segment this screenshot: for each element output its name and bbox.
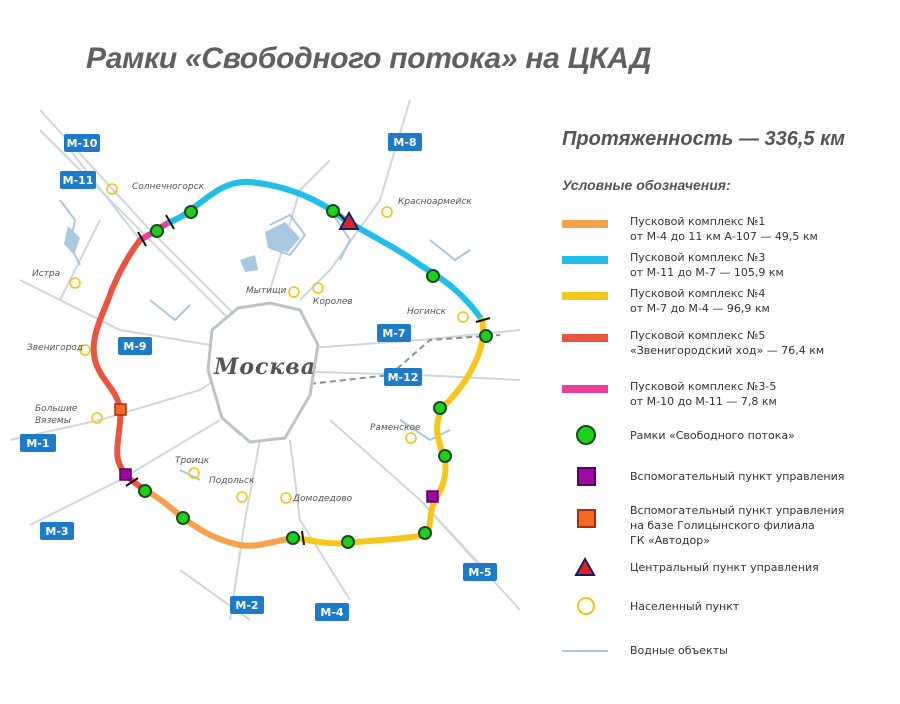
red-line-swatch	[562, 334, 608, 342]
settlement-bolshie: Большие	[35, 404, 78, 414]
legend-item-complex5	[562, 328, 892, 368]
settlement-noginsk: Ногинск	[407, 307, 447, 317]
legend-label: Рамки «Свободного потока»	[630, 429, 795, 442]
legend-label: от М-7 до М-4 — 96,9 км	[630, 302, 770, 315]
svg-text:М-4: М-4	[320, 606, 344, 619]
legend-label: Пусковой комплекс №5	[630, 329, 766, 342]
legend-title: Условные обозначения:	[562, 177, 731, 193]
svg-text:М-8: М-8	[393, 136, 417, 149]
complex5-segment	[94, 240, 145, 490]
blue-line-swatch	[562, 256, 608, 264]
gate-marker	[342, 536, 354, 548]
legend-label: «Звенигородский ход» — 76,4 км	[630, 344, 825, 357]
legend-label: Населенный пункт	[630, 600, 740, 613]
yellow-ring-icon	[577, 597, 595, 615]
legend-label: ГК «Автодор»	[630, 534, 710, 547]
gate-marker	[419, 527, 431, 539]
settlement-solnechnogorsk: Солнечногорск	[132, 182, 205, 192]
moscow-label: Москва	[214, 354, 317, 380]
legend-label: Вспомогательный пункт управления	[630, 504, 845, 517]
highway-badge-m4	[315, 603, 349, 621]
gate-marker	[427, 270, 439, 282]
svg-text:М-12: М-12	[387, 371, 419, 384]
legend-item-central	[562, 557, 892, 597]
gate-marker	[480, 330, 492, 342]
gate-marker	[151, 225, 163, 237]
highway-badge-m8	[388, 133, 422, 151]
page-title: Рамки «Свободного потока» на ЦКАД	[86, 42, 652, 75]
legend-item-complex35	[562, 379, 892, 419]
highway-badge-m5	[463, 563, 497, 581]
highway-badge-m7	[377, 324, 411, 342]
svg-text:М-9: М-9	[123, 340, 147, 353]
settlement-krasnoarmeysk: Красноармейск	[398, 197, 472, 207]
legend-label: Вспомогательный пункт управления	[630, 470, 845, 483]
legend-label: от М-11 до М-7 — 105,9 км	[630, 266, 784, 279]
legend-label: Центральный пункт управления	[630, 561, 819, 574]
legend-label: от М-10 до М-11 — 7,8 км	[630, 395, 777, 408]
svg-text:М-5: М-5	[468, 566, 492, 579]
legend-label: Пусковой комплекс №1	[630, 215, 766, 228]
settlement-mytishchi: Мытищи	[246, 286, 287, 296]
legend-label: на базе Голицынского филиала	[630, 519, 815, 532]
svg-text:М-3: М-3	[45, 525, 69, 538]
highway-badge-m11	[60, 171, 96, 189]
legend-label: Водные объекты	[630, 644, 728, 657]
gate-marker	[287, 532, 299, 544]
aux-control-point-marker	[120, 469, 131, 480]
legend-item-water	[562, 641, 892, 681]
legend-label: Пусковой комплекс №3	[630, 251, 766, 264]
svg-text:М-1: М-1	[26, 437, 50, 450]
settlement-zvenigorod: Звенигород	[27, 343, 84, 353]
legend-item-complex1	[562, 214, 892, 254]
highway-badge-m1	[20, 434, 56, 452]
golitsyno-control-point-marker	[115, 404, 126, 415]
water-line-swatch	[562, 650, 608, 652]
legend-item-complex3	[562, 250, 892, 290]
legend-label: от М-4 до 11 км А-107 — 49,5 км	[630, 230, 818, 243]
highway-badge-m9	[118, 337, 152, 355]
pink-line-swatch	[562, 385, 608, 393]
gate-marker	[439, 450, 451, 462]
gate-marker	[139, 485, 151, 497]
highway-badge-m12	[384, 368, 422, 386]
gate-marker	[177, 512, 189, 524]
orange-line-swatch	[562, 220, 608, 228]
legend-item-gate	[562, 425, 892, 465]
settlement-ramenskoe: Раменское	[370, 423, 421, 433]
highway-badge-m10	[64, 134, 100, 152]
legend-item-complex4	[562, 286, 892, 326]
settlement-vyazemy: Вяземы	[35, 416, 71, 426]
svg-text:М-11: М-11	[62, 174, 94, 187]
settlement-domodedovo: Домодедово	[293, 494, 353, 504]
settlement-troitsk: Троицк	[175, 456, 210, 466]
legend-label: Пусковой комплекс №4	[630, 287, 766, 300]
highway-badge-m2	[230, 596, 264, 614]
aux-control-point-marker	[427, 491, 438, 502]
svg-text:М-7: М-7	[382, 327, 406, 340]
complex1-segment	[145, 490, 293, 546]
green-circle-icon	[576, 425, 596, 445]
gate-marker	[185, 206, 197, 218]
legend-item-aux-golitsyno	[562, 503, 892, 551]
yellow-line-swatch	[562, 292, 608, 300]
gate-marker	[434, 402, 446, 414]
purple-square-icon	[577, 467, 596, 486]
settlement-korolev: Королев	[313, 297, 353, 307]
ckad-length: Протяженность — 336,5 км	[562, 128, 846, 150]
highway-badge-m3	[40, 522, 74, 540]
legend-item-aux	[562, 467, 892, 507]
settlement-podolsk: Подольск	[209, 476, 255, 486]
orange-square-icon	[577, 509, 596, 528]
svg-text:М-10: М-10	[66, 137, 98, 150]
gate-marker	[327, 205, 339, 217]
red-triangle-icon	[574, 557, 596, 577]
water-lakes	[64, 222, 300, 272]
legend-label: Пусковой комплекс №3-5	[630, 380, 777, 393]
legend-item-settlement	[562, 597, 892, 637]
svg-text:М-2: М-2	[235, 599, 259, 612]
settlement-istra: Истра	[32, 269, 61, 279]
